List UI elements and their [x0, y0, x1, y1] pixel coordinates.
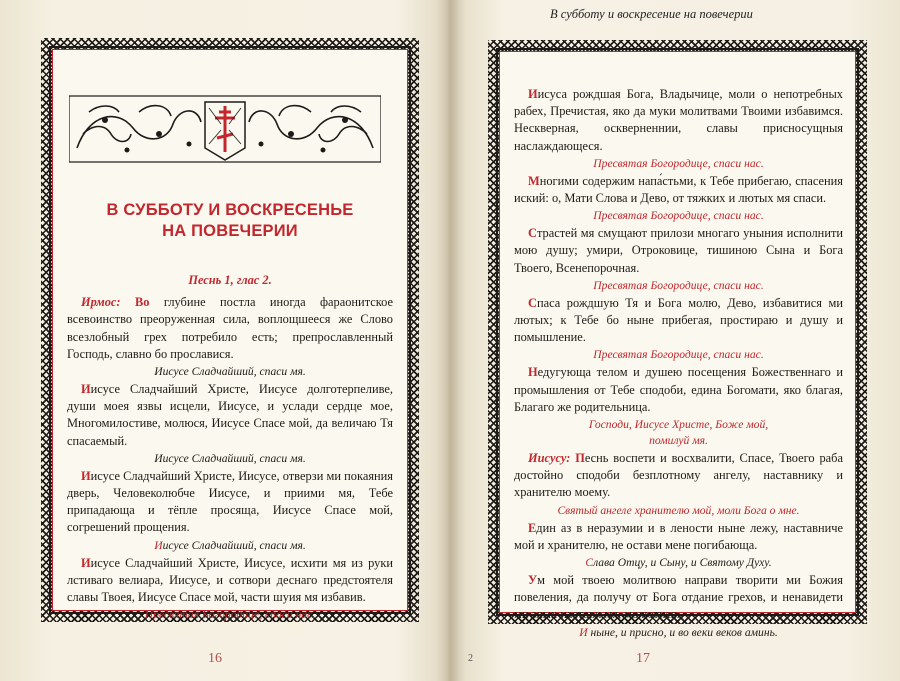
troparion-2-text: исусе Сладчайший Христе, Иисусе, отверзи ми покаяния дверь, Человеколюбче Иисусе, и приими мя, Тебе припадающа и тёпле просяща, Иисусе Спасе мой, согрешений прощения.	[67, 468, 393, 535]
page-title	[53, 200, 407, 242]
stray-mark: 2	[468, 653, 473, 664]
refrain-theotokos-text: Пресвятая Богородице, спаси нас.	[144, 608, 316, 622]
r-refrain-8-cap: И	[579, 625, 588, 639]
r-paragraph-7	[514, 520, 843, 554]
r5-cap: Н	[528, 365, 538, 380]
r-refrain-8	[514, 625, 843, 641]
r1-cap: И	[528, 87, 538, 101]
refrain-jesus: Иисусе Сладчайший, спаси мя.	[154, 365, 306, 379]
right-page-text-area	[499, 51, 856, 639]
r-refrain-1-text: Пресвятая Богородице, спаси нас.	[593, 156, 764, 170]
r6-cap: П	[575, 451, 585, 466]
r5-text: едугующа телом и душею посещения Божественнаго и промышления от Тебе сподоби, едина Богомати, яко благая, Благаго же родительница.	[514, 365, 843, 414]
r-refrain-3-text: Пресвятая Богородице, спаси нас.	[593, 278, 764, 292]
r4-text: паса рождшую Тя и Бога молю, Дево, избавитися ми лютых; к Тебе бо ныне прибегая, простираю и душу и помышление.	[514, 295, 843, 345]
r-refrain-2	[514, 208, 843, 224]
refrain-jesus-3-text: исусе Сладчайший, спаси мя.	[162, 538, 306, 552]
r-refrain-6-text: Святый ангеле хранителю мой, моли Бога о мне.	[557, 503, 800, 517]
right-page-ornamental-border	[488, 40, 867, 639]
left-page-ornamental-border	[41, 38, 419, 622]
page-number-right: 17	[636, 651, 650, 666]
r-refrain-2-text: Пресвятая Богородице, спаси нас.	[593, 209, 764, 223]
r-refrain-7	[514, 555, 843, 571]
r-refrain-5-line-1: Господи, Иисусе Христе, Боже мой,	[588, 418, 769, 432]
r4-cap: С	[528, 295, 537, 310]
right-body	[514, 86, 843, 642]
r-refrain-7-text: лава Отцу, и Сыну, и Святому Духу.	[593, 556, 772, 570]
refrain-jesus-3	[67, 538, 393, 554]
r-refrain-5	[514, 417, 843, 449]
r-paragraph-6	[514, 450, 843, 502]
troparion-2	[67, 468, 393, 537]
right-page	[450, 0, 900, 681]
troparion-3-cap: И	[81, 555, 91, 570]
r-refrain-3	[514, 278, 843, 294]
refrain-jesus-2: Иисусе Сладчайший, спаси мя.	[154, 451, 306, 465]
refrain-theotokos	[67, 607, 393, 623]
r-refrain-7-cap: С	[585, 556, 594, 570]
r6-label: Иисусу:	[528, 451, 571, 466]
r-refrain-6	[514, 503, 843, 519]
left-body	[67, 272, 393, 624]
r8-cap: У	[528, 573, 538, 588]
r7-text: дин аз в неразумии и в лености ныне лежу, наставниче мой и хранителю, не остави мене погибающа.	[514, 520, 843, 552]
r-paragraph-2	[514, 173, 843, 207]
troparion-1	[67, 381, 393, 450]
r2-cap: М	[528, 173, 540, 188]
r-paragraph-5	[514, 364, 843, 416]
r-paragraph-8	[514, 572, 843, 624]
troparion-2-cap: И	[81, 468, 91, 483]
r-refrain-4	[514, 347, 843, 363]
irmos-label: Ирмос:	[81, 295, 121, 310]
troparion-1-text: исусе Сладчайший Христе, Иисусе долготерпеливе, души моея язвы исцели, Иисусе, и услади сердце мое, Многомилостиве, молюся, Иисусе Спасе мой, да величаю Тя спасаемый.	[67, 382, 393, 448]
r8-text: м мой твоею молитвою направи творити ми Божия повеления, да получу от Бога отдание грехов, и ненавидети ми злых настави мя, молютися.	[514, 573, 843, 622]
r-refrain-8-text: ныне, и присно, и во веки веков аминь.	[587, 625, 778, 639]
r1-text: исуса рождшая Бога, Владычице, моли о непотребных рабех, Пречистая, яко да муки молитвами Твоими избавимся. Нескверная, оскверненнии, славы присносущныя наслаждающеся.	[514, 87, 843, 153]
troparion-3-text: исусе Сладчайший Христе, Иисусе, исхити мя из руки лстиваго велиара, Иисусе, и сотвори деснаго предстоятеля славы Твоея, Иисусе Спасе мой, части шуия мя избавив.	[67, 555, 393, 605]
page-number-left: 16	[208, 651, 222, 666]
title-line-1: В СУББОТУ И ВОСКРЕСЕНЬЕ	[106, 201, 354, 219]
r2-text: ногими содержим напа́стьми, к Тебе прибегаю, спасения иский: о, Мати Слова и Дево, от тяжких и лютых мя спаси.	[514, 173, 843, 206]
troparion-3	[67, 555, 393, 607]
troparion-1-cap: И	[81, 382, 91, 397]
irmos-cap: Во	[134, 295, 150, 310]
r3-cap: С	[528, 226, 537, 241]
r-paragraph-4	[514, 295, 843, 347]
r-refrain-4-text: Пресвятая Богородице, спаси нас.	[593, 348, 764, 362]
running-header: В субботу и воскресение на повечерии	[550, 7, 753, 21]
cross-vine-ornament-icon	[69, 94, 381, 164]
r6-text: еснь воспети и восхвалити, Спасе, Твоего раба достойно сподоби безплотному ангелу, наставнику и хранителю моему.	[514, 451, 843, 500]
song-heading: Песнь 1, глас 2.	[188, 273, 272, 287]
irmos-text: глубине постла иногда фараонитское всевоинство преоруженная сила, воплощшееся же Слово всезлобный грех потребило есть; препрославленный Господь, славно бо прославися.	[67, 295, 393, 361]
irmos-paragraph	[67, 294, 393, 363]
title-line-2: НА ПОВЕЧЕРИИ	[162, 222, 298, 240]
r-paragraph-3	[514, 225, 843, 277]
r7-cap: Е	[528, 520, 537, 535]
refrain-jesus-3-cap: И	[154, 538, 163, 552]
r-paragraph-1	[514, 86, 843, 155]
r-refrain-5-line-2: помилуй мя.	[649, 434, 708, 448]
r-refrain-1	[514, 156, 843, 172]
r3-text: трастей мя смущают прилози многаго уныния исполнити мою душу; умири, Отроковице, тишиною Сына и Бога Твоего, Всенепорочная.	[514, 226, 843, 275]
left-page-text-area	[52, 49, 408, 622]
